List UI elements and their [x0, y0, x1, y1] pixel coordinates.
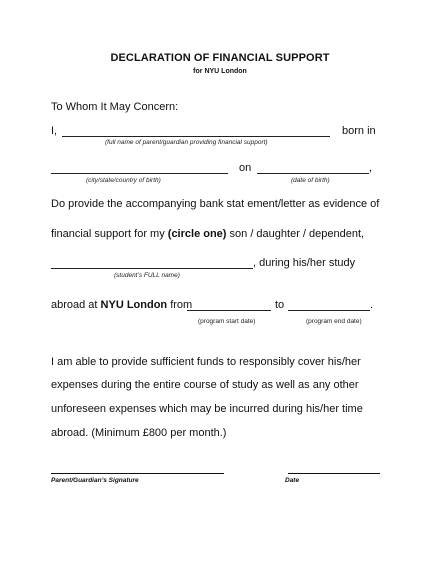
paragraph-line: abroad. (Minimum £800 per month.) [51, 427, 227, 439]
period-label: . [370, 299, 374, 311]
birthplace-field[interactable] [51, 173, 228, 174]
text-span: financial support for my [51, 228, 168, 240]
student-name-hint: (student’s FULL name) [114, 272, 180, 279]
parent-name-hint: (full name of parent/guardian providing financial support) [105, 139, 268, 146]
on-label: on [239, 162, 252, 174]
paragraph-line [51, 228, 364, 240]
nyu-london-label: NYU London [100, 299, 168, 311]
born-in-label: born in [342, 125, 376, 137]
program-end-field[interactable] [288, 310, 370, 311]
document-subtitle: for NYU London [193, 68, 247, 75]
paragraph-line: I am able to provide sufficient funds to responsibly cover his/her [51, 356, 361, 368]
signature-date-label: Date [285, 477, 300, 484]
paragraph-line: Do provide the accompanying bank stat ement/letter as evidence of [51, 198, 380, 210]
program-start-hint: (program start date) [198, 318, 256, 325]
parent-name-field[interactable] [62, 136, 330, 137]
text-span: from [167, 299, 193, 311]
signature-date-field[interactable] [288, 473, 380, 474]
program-end-hint: (program end date) [306, 318, 362, 325]
document-title: DECLARATION OF FINANCIAL SUPPORT [110, 52, 330, 64]
study-label: , during his/her study [253, 257, 356, 269]
birth-date-field[interactable] [257, 173, 369, 174]
to-label: to [275, 299, 285, 311]
line1-prefix: I, [51, 125, 58, 137]
program-start-field[interactable] [187, 310, 271, 311]
comma-label: , [369, 162, 373, 174]
student-name-field[interactable] [51, 268, 253, 269]
paragraph-line: unforeseen expenses which may be incurred during his/her time [51, 403, 363, 415]
paragraph-line: expenses during the entire course of study as well as any other [51, 379, 359, 391]
parent-signature-field[interactable] [51, 473, 224, 474]
abroad-label [51, 299, 192, 311]
birth-date-hint: (date of birth) [291, 177, 330, 184]
text-span: abroad at [51, 299, 101, 311]
birthplace-hint: (city/state/country of birth) [86, 177, 161, 184]
salutation: To Whom It May Concern: [51, 101, 179, 113]
circle-one-label: (circle one) [167, 228, 227, 240]
parent-signature-label: Parent/Guardian’s Signature [51, 477, 139, 484]
text-span: son / daughter / dependent, [226, 228, 365, 240]
